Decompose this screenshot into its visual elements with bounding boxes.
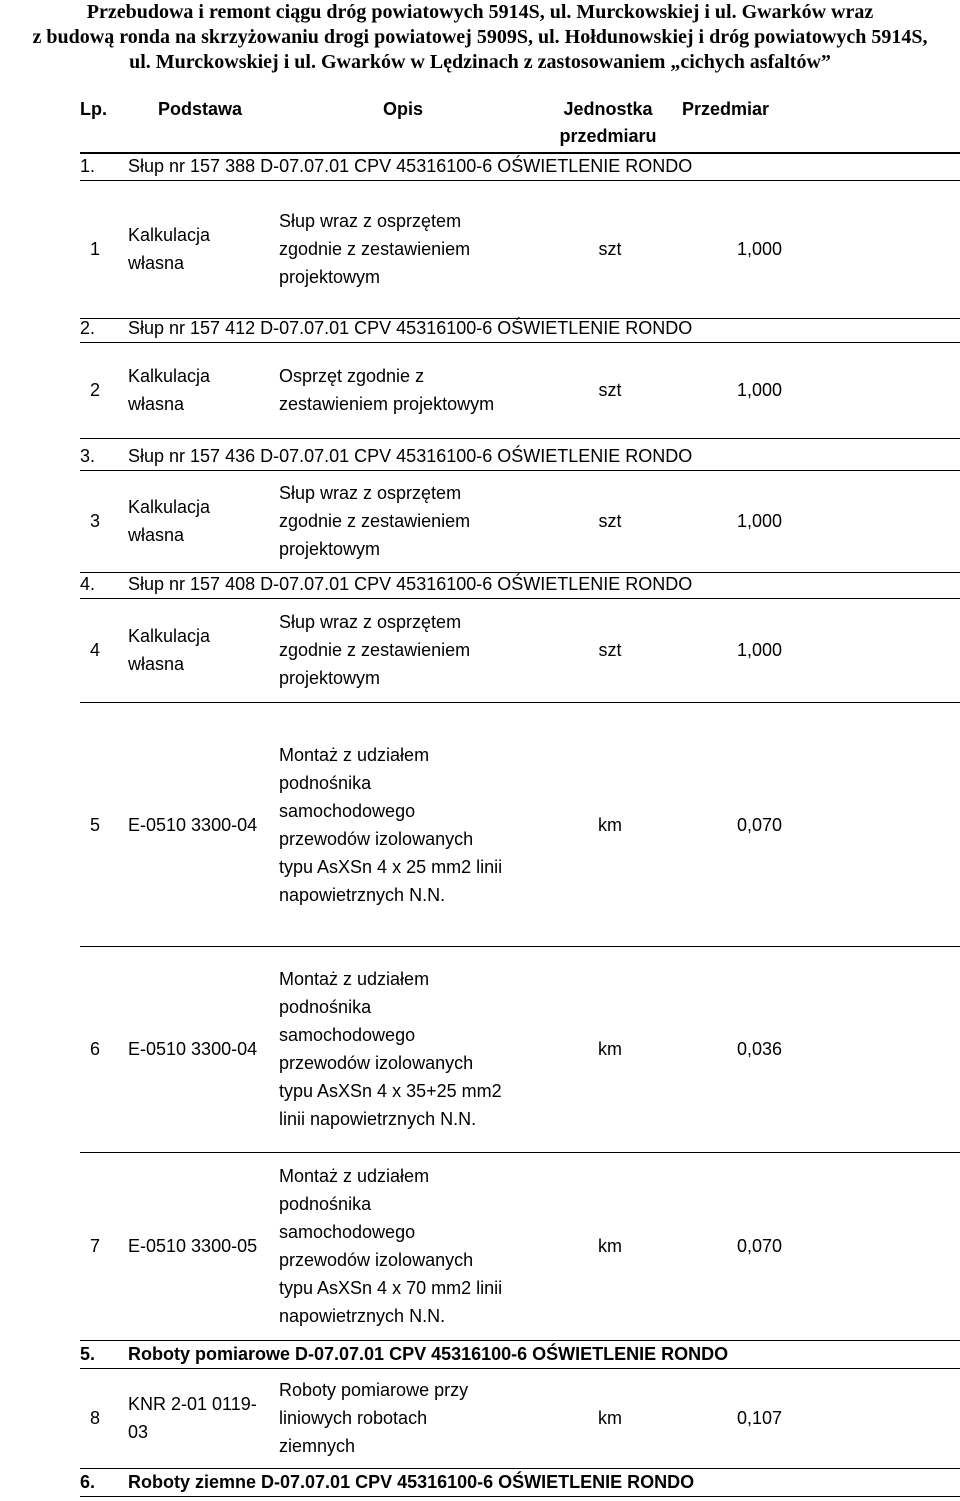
cell-przedmiar: 0,070	[736, 1236, 782, 1256]
cell-podstawa: Kalkulacja własna	[128, 225, 211, 273]
section-text: Słup nr 157 408 D-07.07.01 CPV 45316100-6 OŚWIETLENIE RONDO	[128, 574, 693, 594]
title-line-2: z budową ronda na skrzyżowaniu drogi powiatowej 5909S, ul. Hołdunowskiej i dróg powiatowych 5914S,	[32, 26, 928, 48]
cell-przedmiar: 1,000	[736, 380, 782, 400]
cell-opis: Montaż z udziałem podnośnika samochodowego przewodów izolowanych typu AsXSn 4 x 35+25 mm2 linii napowietrznych N.N.	[279, 969, 502, 1129]
cell-przedmiar: 0,036	[736, 1039, 782, 1059]
cell-jednostka: szt	[598, 640, 622, 660]
cell-podstawa: Kalkulacja własna	[128, 626, 211, 674]
cell-jednostka: szt	[598, 380, 622, 400]
cell-podstawa: E-0510 3300-04	[128, 815, 258, 835]
cell-jednostka: szt	[598, 511, 622, 531]
header-jednostka: Jednostka przedmiaru	[559, 99, 657, 146]
section-text: Słup nr 157 436 D-07.07.01 CPV 45316100-6 OŚWIETLENIE RONDO	[128, 446, 693, 466]
cell-jednostka: km	[598, 1039, 622, 1059]
table-row	[80, 470, 960, 573]
cell-podstawa: KNR 2-01 0119- 03	[128, 1394, 257, 1442]
section-heading	[80, 152, 960, 181]
cell-opis: Roboty pomiarowe przy liniowych robotach ziemnych	[279, 1380, 469, 1456]
section-heading	[80, 442, 960, 471]
title-line-3: ul. Murckowskiej i ul. Gwarków w Lędzinach z zastosowaniem „cichych asfaltów”	[129, 51, 831, 73]
cell-przedmiar: 1,000	[736, 239, 782, 259]
cell-przedmiar: 1,000	[736, 511, 782, 531]
cell-przedmiar: 0,070	[736, 815, 782, 835]
section-number: 4.	[80, 574, 96, 594]
cell-przedmiar: 0,107	[736, 1408, 782, 1428]
cell-opis: Montaż z udziałem podnośnika samochodowego przewodów izolowanych typu AsXSn 4 x 25 mm2 linii napowietrznych N.N.	[279, 745, 503, 905]
title-line-1: Przebudowa i remont ciągu dróg powiatowych 5914S, ul. Murckowskiej i ul. Gwarków wraz	[86, 1, 874, 23]
cell-lp: 4	[90, 640, 101, 660]
section-number: 3.	[80, 446, 96, 466]
cell-podstawa: Kalkulacja własna	[128, 366, 211, 414]
section-text: Roboty ziemne D-07.07.01 CPV 45316100-6 OŚWIETLENIE RONDO	[128, 1472, 695, 1492]
cell-opis: Słup wraz z osprzętem zgodnie z zestawieniem projektowym	[279, 483, 471, 559]
cell-podstawa: E-0510 3300-04	[128, 1039, 258, 1059]
cell-jednostka: szt	[598, 239, 622, 259]
cell-lp: 6	[90, 1039, 101, 1059]
section-heading	[80, 1340, 960, 1369]
header-opis: Opis	[383, 99, 424, 119]
section-text: Słup nr 157 388 D-07.07.01 CPV 45316100-6 OŚWIETLENIE RONDO	[128, 156, 693, 176]
cell-podstawa: E-0510 3300-05	[128, 1236, 258, 1256]
section-number: 1.	[80, 156, 96, 176]
cell-jednostka: km	[598, 1408, 622, 1428]
cell-przedmiar: 1,000	[736, 640, 782, 660]
section-heading	[80, 314, 960, 343]
header-lp: Lp.	[80, 99, 107, 119]
table-row	[80, 342, 960, 439]
table-row	[80, 1368, 960, 1469]
cell-lp: 1	[90, 239, 101, 259]
cell-jednostka: km	[598, 1236, 622, 1256]
cell-lp: 7	[90, 1236, 101, 1256]
section-text: Słup nr 157 412 D-07.07.01 CPV 45316100-6 OŚWIETLENIE RONDO	[128, 318, 693, 338]
table-header	[80, 90, 960, 154]
cell-podstawa: Kalkulacja własna	[128, 497, 211, 545]
cell-lp: 3	[90, 511, 101, 531]
section-number: 6.	[80, 1472, 96, 1492]
table-row	[80, 704, 960, 947]
header-przedmiar: Przedmiar	[682, 99, 770, 119]
table-row	[80, 598, 960, 703]
section-heading	[80, 570, 960, 599]
section-text: Roboty pomiarowe D-07.07.01 CPV 45316100-6 OŚWIETLENIE RONDO	[128, 1344, 729, 1364]
header-podstawa: Podstawa	[158, 99, 243, 119]
cell-opis: Montaż z udziałem podnośnika samochodowego przewodów izolowanych typu AsXSn 4 x 70 mm2 linii napowietrznych N.N.	[279, 1166, 503, 1326]
cell-lp: 5	[90, 815, 101, 835]
table-row	[80, 180, 960, 319]
section-heading	[80, 1468, 960, 1497]
cell-opis: Słup wraz z osprzętem zgodnie z zestawieniem projektowym	[279, 612, 471, 688]
cell-lp: 8	[90, 1408, 101, 1428]
cell-jednostka: km	[598, 815, 622, 835]
cell-opis: Osprzęt zgodnie z zestawieniem projektowym	[279, 366, 495, 414]
section-number: 5.	[80, 1344, 96, 1364]
table-row	[80, 1152, 960, 1341]
cell-opis: Słup wraz z osprzętem zgodnie z zestawieniem projektowym	[279, 211, 471, 287]
cell-lp: 2	[90, 380, 101, 400]
table-row	[80, 946, 960, 1153]
document-title	[0, 0, 960, 75]
section-number: 2.	[80, 318, 96, 338]
